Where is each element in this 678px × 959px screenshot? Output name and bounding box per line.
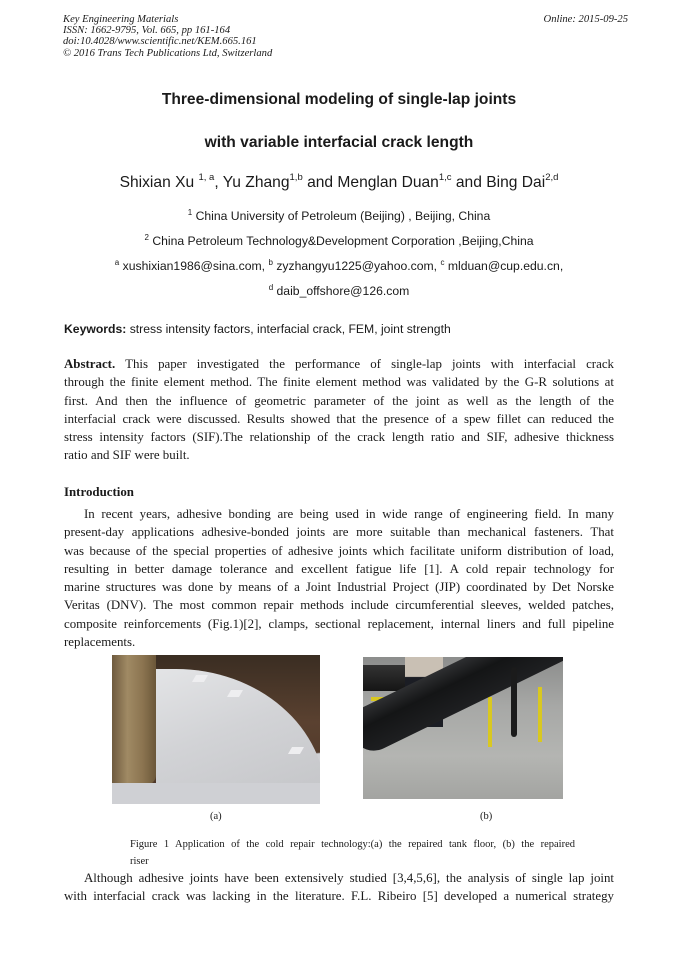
abstract-line: stress intensity factors (SIF).The relationship of the crack length ratio and SIF, adhesive thickness <box>64 430 614 445</box>
issn-volume: ISSN: 1662-9795, Vol. 665, pp 161-164 <box>63 25 231 37</box>
abstract-line: first. And then the influence of geometric parameter of the joint as well as the length of the <box>64 393 614 408</box>
journal-header <box>63 14 272 59</box>
affiliation-text: China University of Petroleum (Beijing) , Beijing, China <box>195 209 491 223</box>
pipe-stand <box>488 697 492 747</box>
paragraph-line: resulting in better damage tolerance and excellent fatigue life [1]. A cold repair technology for <box>64 561 614 576</box>
paragraph-line: replacements. <box>64 635 136 650</box>
figure-image-tank-floor <box>112 655 320 804</box>
author-name: Bing Dai <box>486 174 546 191</box>
figure-image-riser <box>363 657 563 799</box>
paragraph-line: In recent years, adhesive bonding are being used in wide range of engineering field. In many <box>84 507 614 521</box>
paragraph-line: with interfacial crack was lacking in the literature. F.L. Ribeiro [5] developed a numerical strategy <box>64 889 614 904</box>
pipe-stand <box>538 687 542 742</box>
author-email-2 <box>0 284 678 298</box>
paragraph-line: present-day applications adhesive-bonded joints are more suitable than mechanical fasteners. That <box>64 525 614 540</box>
paragraph-line: Veritas (DNV). The most common repair methods include circumferential sleeves, welded patches, <box>64 598 614 613</box>
email-link[interactable]: xushixian1986@sina.com, <box>122 259 269 273</box>
coated-floor-surface <box>156 669 320 799</box>
email-link[interactable]: mlduan@cup.edu.cn, <box>447 259 564 273</box>
continuation-paragraph <box>64 869 614 906</box>
email-marker: d <box>268 283 274 292</box>
email-marker: c <box>440 258 445 267</box>
affiliation-marker: 1 <box>187 208 193 217</box>
affiliation-2 <box>0 234 678 248</box>
affiliation-1 <box>0 209 678 223</box>
caption-line: riser <box>130 856 149 867</box>
paragraph-line: Although adhesive joints have been extensively studied [3,4,5,6], the analysis of single lap joint <box>84 871 614 885</box>
section-heading-introduction: Introduction <box>64 485 134 499</box>
author-list <box>0 174 678 192</box>
author-separator: and <box>451 174 487 191</box>
author-name: Shixian Xu <box>119 174 195 191</box>
author-separator: , <box>214 174 223 191</box>
copyright: © 2016 Trans Tech Publications Ltd, Switzerland <box>63 47 273 59</box>
author-superscript: 1,c <box>438 172 452 183</box>
abstract-label: Abstract. <box>64 357 116 371</box>
email-marker: b <box>268 258 273 267</box>
author-superscript: 2,d <box>545 172 559 183</box>
abstract-line: through the finite element method. The finite element method was validated by the G-R solutions at <box>64 375 614 390</box>
abstract <box>64 355 614 465</box>
affiliation-text: China Petroleum Technology&Development Corporation ,Beijing,China <box>152 234 534 248</box>
cable <box>511 667 517 737</box>
paragraph-line: marine structures was done by means of a Joint Industrial Project (JIP) coordinated by Det Norske <box>64 580 614 595</box>
email-marker: a <box>114 258 120 267</box>
online-date: Online: 2015-09-25 <box>543 14 628 25</box>
abstract-line: ratio and SIF were built. <box>64 448 190 463</box>
keywords <box>64 322 451 336</box>
floor-foreground <box>112 783 320 804</box>
abstract-text: This paper investigated the performance of single-lap joints with interfacial crack <box>115 357 614 371</box>
author-name: Yu Zhang <box>222 174 290 191</box>
doi: doi:10.4028/www.scientific.net/KEM.665.161 <box>63 36 257 48</box>
introduction-paragraph <box>64 505 614 651</box>
author-name: Menglan Duan <box>337 174 439 191</box>
rusty-pillar <box>112 655 156 785</box>
affiliation-marker: 2 <box>144 233 149 242</box>
subfigure-label-a: (a) <box>210 811 222 822</box>
paragraph-line: was because of the special properties of adhesive joints which facilitate uniform distribution of load, <box>64 543 614 558</box>
email-link[interactable]: daib_offshore@126.com <box>276 284 410 298</box>
author-emails <box>0 259 678 273</box>
paper-title-line-2: with variable interfacial crack length <box>204 134 474 151</box>
abstract-line: interfacial crack were discussed. Results showed that the presence of a spew fillet can reduced the <box>64 411 614 426</box>
author-superscript: 1, a <box>198 172 215 183</box>
author-superscript: 1,b <box>289 172 303 183</box>
caption-line: Figure 1 Application of the cold repair technology:(a) the repaired tank floor, (b) the repaired <box>130 839 575 850</box>
keywords-text: stress intensity factors, interfacial crack, FEM, joint strength <box>129 322 451 336</box>
paragraph-line: composite reinforcements (Fig.1)[2], clamps, sectional replacement, internal liners and full pipeline <box>64 616 614 631</box>
author-separator: and <box>302 174 338 191</box>
journal-name: Key Engineering Materials <box>63 14 179 25</box>
keywords-label: Keywords: <box>64 322 127 336</box>
email-link[interactable]: zyzhangyu1225@yahoo.com, <box>276 259 441 273</box>
abstract-line <box>64 355 614 373</box>
subfigure-label-b: (b) <box>480 811 493 822</box>
figure-caption <box>130 836 575 870</box>
paper-title-line-1: Three-dimensional modeling of single-lap joints <box>161 91 517 108</box>
